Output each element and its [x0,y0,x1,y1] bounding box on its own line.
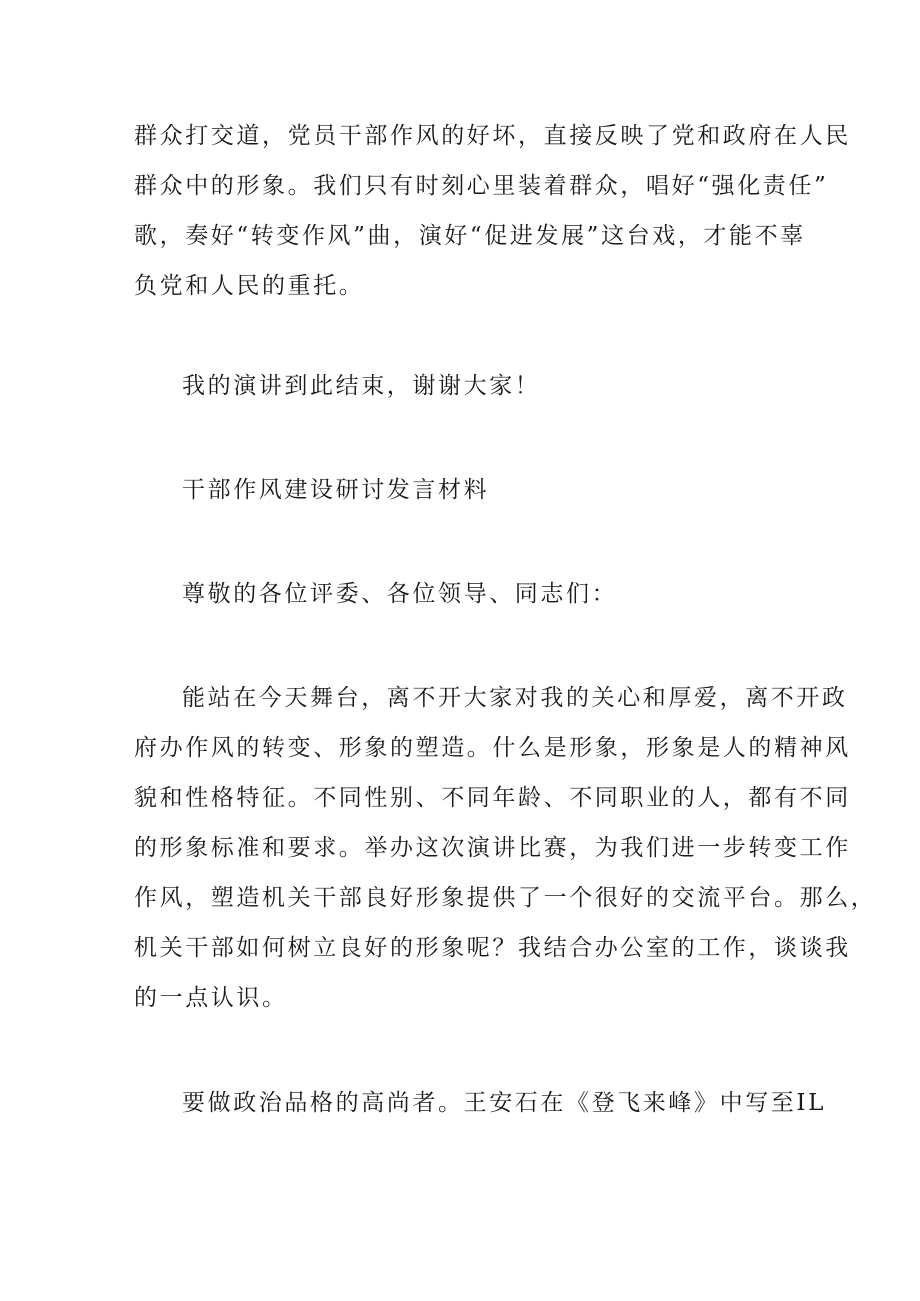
text-line: 机关干部如何树立良好的形象呢？我结合办公室的工作，谈谈我 [134,935,851,961]
text-line: 的一点认识。 [134,985,288,1011]
text-line: 负党和人民的重托。 [134,273,365,299]
paragraph-speech-end [134,361,794,411]
text-line: 尊敬的各位评委、各位领导、同志们： [182,581,618,607]
paragraph-political-character [134,1078,826,1128]
text-line: 我的演讲到此结束，谢谢大家！ [182,373,541,399]
text-line: 要做政治品格的高尚者。王安石在《登飞来峰》中写至IL [182,1090,826,1116]
section-title [134,465,794,515]
text-line: 貌和性格特征。不同性别、不同年龄、不同职业的人，都有不同 [134,785,851,811]
text-line: 作风，塑造机关干部良好形象提供了一个很好的交流平台。那么， [134,885,877,911]
paragraph-introduction [134,673,877,1023]
text-line: 歌，奏好“转变作风”曲，演好“促进发展”这台戏，才能不辜 [134,223,806,249]
text-line: 能站在今天舞台，离不开大家对我的关心和厚爱，离不开政 [182,685,848,711]
text-line: 群众中的形象。我们只有时刻心里装着群众，唱好“强化责任” [134,173,829,199]
text-line: 的形象标准和要求。举办这次演讲比赛，为我们进一步转变工作 [134,835,851,861]
paragraph-salutation [134,569,794,619]
text-line: 府办作风的转变、形象的塑造。什么是形象，形象是人的精神风 [134,735,851,761]
paragraph-closing-argument [134,111,851,311]
text-line: 干部作风建设研讨发言材料 [182,477,490,503]
text-line: 群众打交道，党员干部作风的好坏，直接反映了党和政府在人民 [134,123,851,149]
